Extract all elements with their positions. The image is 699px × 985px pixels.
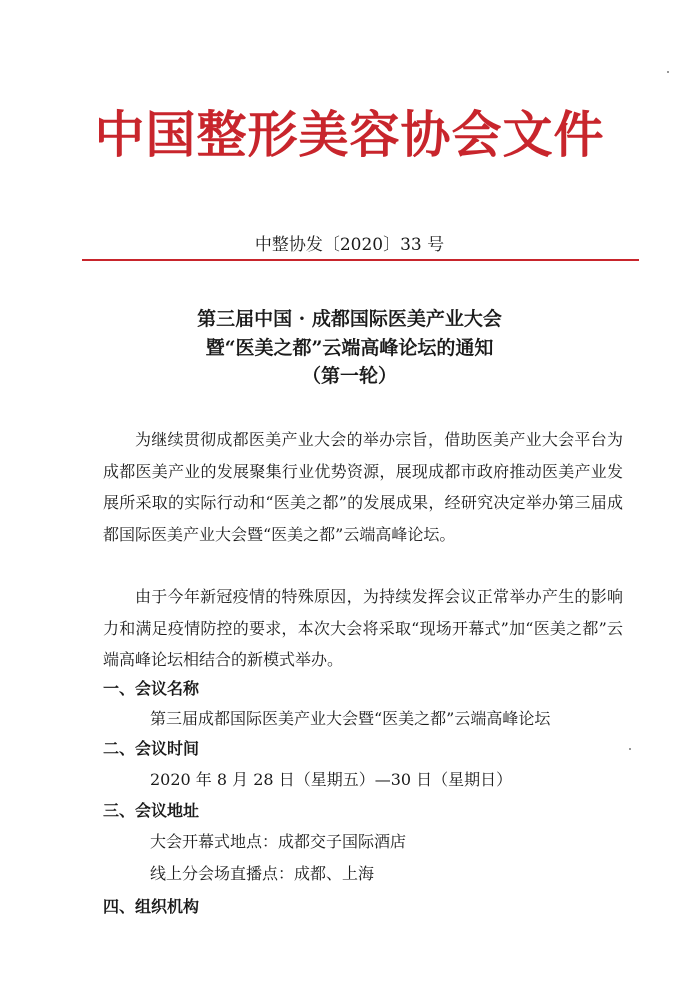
scan-speck xyxy=(667,71,669,73)
red-divider-line xyxy=(82,259,639,261)
masthead-title: 中国整形美容协会文件 xyxy=(94,105,605,164)
notice-title-line-2: 暨“医美之都”云端高峰论坛的通知 xyxy=(205,337,494,359)
meeting-time-text: 2020 年 8 月 28 日（星期五）—30 日（星期日） xyxy=(150,770,513,789)
body-paragraph-2: 由于今年新冠疫情的特殊原因，为持续发挥会议正常举办产生的影响力和满足疫情防控的要求，本次大会将采取“现场开幕式”加“医美之都”云端高峰论坛相结合的新模式举办。 xyxy=(103,587,623,669)
scan-speck xyxy=(629,748,631,750)
section-heading-meeting-address: 三、会议地址 xyxy=(103,801,200,820)
section-heading-organization: 四、组织机构 xyxy=(103,897,200,916)
online-venue-text: 线上分会场直播点：成都、上海 xyxy=(150,864,375,883)
notice-title-line-3: （第一轮） xyxy=(301,365,397,387)
body-paragraph-1: 为继续贯彻成都医美产业大会的举办宗旨，借助医美产业大会平台为成都医美产业的发展聚集行业优势资源，展现成都市政府推动医美产业发展所采取的实际行动和“医美之都”的发展成果，经研究决定举办第三届成都国际医美产业大会暨“医美之都”云端高峰论坛。 xyxy=(103,430,623,544)
opening-venue-text: 大会开幕式地点：成都交子国际酒店 xyxy=(150,832,407,851)
document-number: 中整协发〔2020〕33 号 xyxy=(254,235,445,255)
meeting-name-text: 第三届成都国际医美产业大会暨“医美之都”云端高峰论坛 xyxy=(150,709,551,728)
notice-title-line-1: 第三届中国 · 成都国际医美产业大会 xyxy=(197,308,502,330)
section-heading-meeting-name: 一、会议名称 xyxy=(103,679,200,698)
section-heading-meeting-time: 二、会议时间 xyxy=(103,739,200,758)
